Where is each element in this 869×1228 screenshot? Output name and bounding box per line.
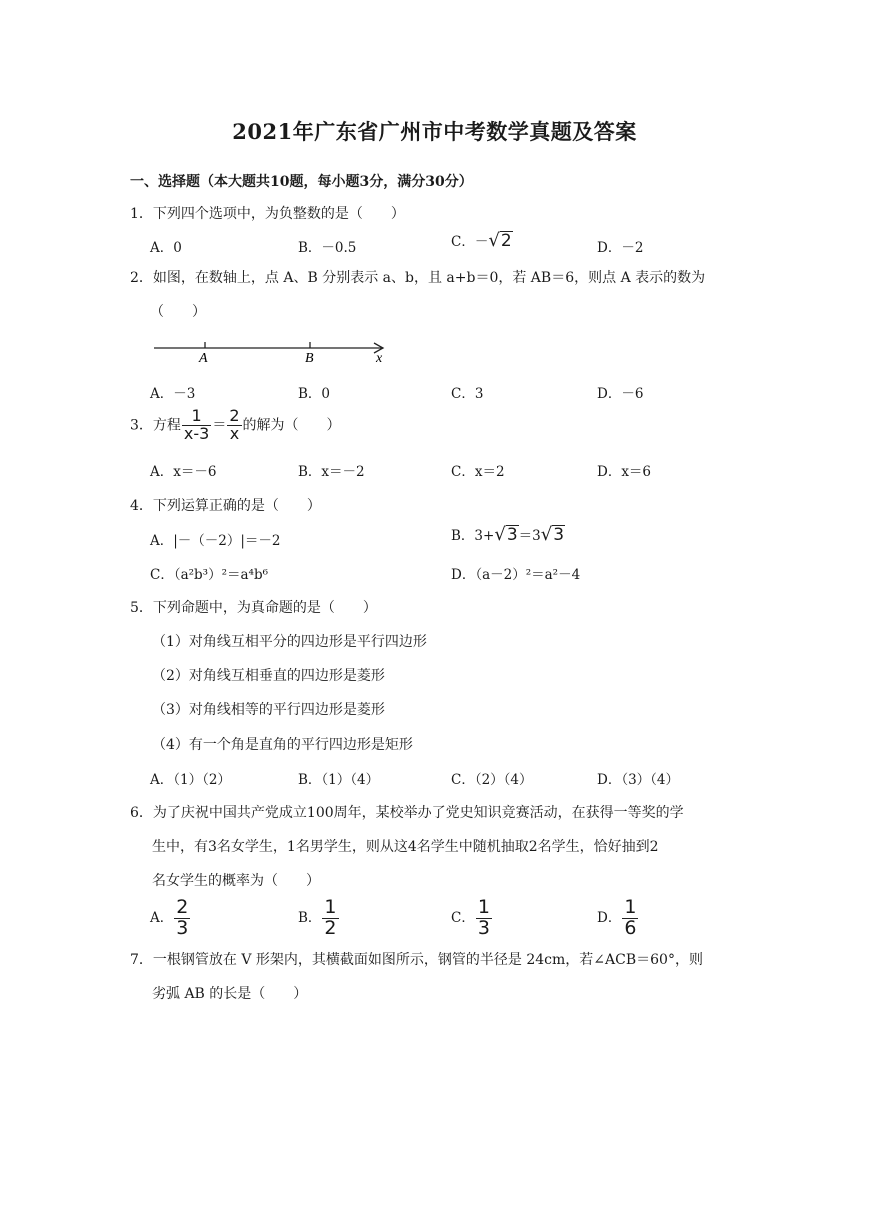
q5-statement-1: （1）对角线互相平分的四边形是平行四边形 — [152, 634, 427, 650]
q3-equals: ＝ — [212, 417, 227, 434]
q4-option-b — [451, 524, 565, 545]
q5-statement-3: （3）对角线相等的平行四边形是菱形 — [152, 702, 385, 718]
q2-option-c: C．3 — [451, 386, 484, 402]
question-6-stem-line3: 名女学生的概率为（ ） — [152, 873, 320, 889]
q4-option-a: A．|－（－2）|＝－2 — [150, 533, 281, 549]
q3-suffix: 的解为（ ） — [242, 417, 341, 434]
label-a: A — [199, 351, 208, 366]
question-2-stem-line1: 2．如图，在数轴上，点 A、B 分别表示 a、b，且 a+b＝0，若 AB＝6，则点 A 表示的数为 — [130, 270, 706, 286]
q3-option-c: C．x＝2 — [451, 464, 505, 480]
q6-option-a-fraction: $\frac{2}{3}$ — [176, 896, 189, 939]
q4-option-d: D．（a－2）²＝a²－4 — [451, 567, 581, 583]
sqrt-symbol: √3 — [494, 524, 518, 545]
q6-option-d: D． $\frac{1}{6}$ — [597, 896, 637, 939]
page-title: 2021年广东省广州市中考数学真题及答案 — [232, 119, 637, 144]
q4-option-c: C．（a²b³）²＝a⁴b⁶ — [150, 567, 269, 583]
number-line-figure — [150, 330, 395, 368]
q2-option-b: B．0 — [298, 386, 331, 402]
q3-rhs-numerator: 2 — [229, 406, 240, 425]
q6-option-b-fraction: $\frac{1}{2}$ — [324, 896, 337, 939]
q1-option-c-prefix: C．－ — [451, 234, 489, 250]
q4-option-b-radicand-2: 3 — [553, 525, 565, 545]
q3-option-a: A．x＝－6 — [150, 464, 217, 480]
q5-option-a: A．（1）（2） — [150, 772, 231, 788]
q3-lhs-denominator: x-3 — [183, 423, 210, 443]
q3-rhs-fraction — [227, 408, 241, 443]
q4-option-b-mid: ＝3 — [518, 528, 541, 544]
q1-option-a: A．0 — [150, 240, 182, 256]
q6-option-b: B． $\frac{1}{2}$ — [298, 896, 337, 939]
q4-option-b-radicand-1: 3 — [506, 525, 518, 545]
q1-option-b: B．－0.5 — [298, 240, 357, 256]
sqrt-symbol: √2 — [488, 230, 512, 251]
q3-lhs-numerator: 1 — [182, 408, 211, 426]
question-1-stem: 1．下列四个选项中，为负整数的是（ ） — [130, 206, 405, 222]
question-7-stem-line2: 劣弧 AB 的长是（ ） — [152, 986, 308, 1002]
label-b: B — [305, 351, 314, 366]
q3-option-d: D．x＝6 — [597, 464, 652, 480]
q5-option-b: B．（1）（4） — [298, 772, 380, 788]
section-heading: 一、选择题（本大题共10题，每小题3分，满分30分） — [130, 174, 473, 190]
q1-option-c — [451, 230, 513, 251]
q5-statement-2: （2）对角线互相垂直的四边形是菱形 — [152, 668, 385, 684]
q6-option-d-fraction: $\frac{1}{6}$ — [624, 896, 637, 939]
question-6-stem-line2: 生中，有3名女学生，1名男学生，则从这4名学生中随机抽取2名学生，恰好抽到2 — [152, 839, 659, 855]
q3-prefix: 3．方程 — [130, 417, 181, 434]
q3-lhs-fraction — [182, 408, 211, 443]
question-7-stem-line1: 7．一根钢管放在 V 形架内，其横截面如图所示，钢管的半径是 24cm，若∠ACB＝60°，则 — [130, 952, 703, 968]
q6-option-c-fraction: $\frac{1}{3}$ — [477, 896, 490, 939]
q3-rhs-denominator: x — [229, 423, 240, 443]
question-6-stem-line1: 6．为了庆祝中国共产党成立100周年，某校举办了党史知识竞赛活动，在获得一等奖的学 — [130, 805, 684, 821]
q5-statement-4: （4）有一个角是直角的平行四边形是矩形 — [152, 737, 413, 753]
q5-option-d: D．（3）（4） — [597, 772, 680, 788]
sqrt-symbol: √3 — [540, 524, 565, 545]
q2-option-d: D．－6 — [597, 386, 644, 402]
question-3-stem — [130, 408, 341, 443]
q6-option-c: C． $\frac{1}{3}$ — [451, 896, 490, 939]
label-x: x — [376, 351, 383, 366]
q1-option-c-radicand: 2 — [500, 231, 512, 251]
q5-option-c: C．（2）（4） — [451, 772, 533, 788]
q6-option-a: A． $\frac{2}{3}$ — [150, 896, 189, 939]
q3-option-b: B．x＝－2 — [298, 464, 365, 480]
q4-option-b-prefix: B．3+ — [451, 528, 495, 544]
question-4-stem: 4．下列运算正确的是（ ） — [130, 498, 321, 514]
question-5-stem: 5．下列命题中，为真命题的是（ ） — [130, 600, 377, 616]
q1-option-d: D．－2 — [597, 240, 644, 256]
question-2-stem-line2: （ ） — [150, 304, 206, 320]
q2-option-a: A．－3 — [150, 386, 196, 402]
